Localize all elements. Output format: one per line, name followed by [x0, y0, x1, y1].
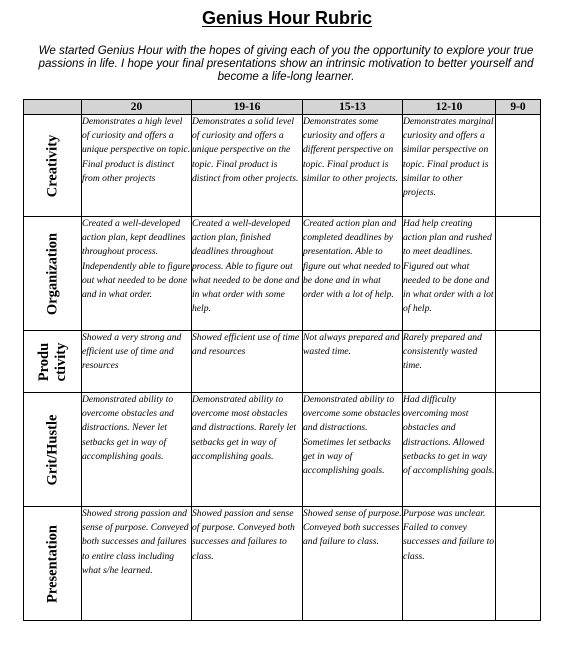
header-score-12-10: 12-10 [403, 100, 496, 115]
creativity-12-10: Demonstrates marginal curiosity and offers a similar perspective on topic. Final product is similar to other projects. [403, 115, 496, 217]
header-score-19-16: 19-16 [192, 100, 303, 115]
productivity-19-16: Showed efficient use of time and resources [192, 331, 303, 393]
category-productivity: Produ ctivity [35, 342, 69, 381]
header-score-20: 20 [82, 100, 192, 115]
presentation-9-0 [496, 507, 541, 621]
category-grit-hustle: Grit/Hustle [44, 414, 60, 485]
productivity-9-0 [496, 331, 541, 393]
category-cell [24, 331, 82, 393]
header-score-15-13: 15-13 [303, 100, 403, 115]
row-grit-hustle [24, 393, 541, 507]
presentation-12-10: Purpose was unclear. Failed to convey successes and failure to class. [403, 507, 496, 621]
presentation-19-16: Showed passion and sense of purpose. Conveyed both successes and failures to class. [192, 507, 303, 621]
category-cell [24, 393, 82, 507]
page-title [0, 7, 574, 29]
grit-20: Demonstrated ability to overcome obstacles and distractions. Never let setbacks get in way of accomplishing goals. [82, 393, 192, 507]
category-cell [24, 217, 82, 331]
grit-19-16: Demonstrated ability to overcome most obstacles and distractions. Rarely let setbacks get in way of accomplishing goals. [192, 393, 303, 507]
grit-9-0 [496, 393, 541, 507]
rubric-table [23, 99, 541, 621]
productivity-15-13: Not always prepared and wasted time. [303, 331, 403, 393]
productivity-12-10: Rarely prepared and consistently wasted time. [403, 331, 496, 393]
organization-20: Created a well-developed action plan, kept deadlines throughout process. Independently able to figure out what needed to be done and in what order. [82, 217, 192, 331]
grit-15-13: Demonstrated ability to overcome some obstacles and distractions. Sometimes let setbacks get in way of accomplishing goals. [303, 393, 403, 507]
category-cell [24, 507, 82, 621]
category-creativity: Creativity [44, 134, 60, 197]
creativity-15-13: Demonstrates some curiosity and offers a different perspective on topic. Final product is similar to other projects. [303, 115, 403, 217]
category-organization: Organization [44, 232, 60, 315]
organization-9-0 [496, 217, 541, 331]
row-organization [24, 217, 541, 331]
productivity-20: Showed a very strong and efficient use of time and resources [82, 331, 192, 393]
header-score-9-0: 9-0 [496, 100, 541, 115]
category-presentation: Presentation [44, 524, 60, 603]
presentation-20: Showed strong passion and sense of purpose. Conveyed both successes and failures to entire class including what s/he learned. [82, 507, 192, 621]
intro-paragraph: We started Genius Hour with the hopes of giving each of you the opportunity to explore your true passions in life. I hope your final presentations show an intrinsic motivation to better yourself and become a life-long learner. [38, 44, 534, 83]
page-title-text: Genius Hour Rubric [201, 8, 372, 28]
category-cell [24, 115, 82, 217]
organization-19-16: Created a well-developed action plan, finished deadlines throughout process. Able to figure out what needed to be done and in what order with some help. [192, 217, 303, 331]
organization-15-13: Created action plan and completed deadlines by presentation. Able to figure out what needed to be done and in what order with a lot of help. [303, 217, 403, 331]
organization-12-10: Had help creating action plan and rushed to meet deadlines. Figured out what needed to be done and in what order with a lot of help. [403, 217, 496, 331]
creativity-19-16: Demonstrates a solid level of curiosity and offers a unique perspective on the topic. Final product is distinct from other projects. [192, 115, 303, 217]
grit-12-10: Had difficulty overcoming most obstacles and distractions. Allowed setbacks to get in way of accomplishing goals. [403, 393, 496, 507]
creativity-9-0 [496, 115, 541, 217]
row-presentation [24, 507, 541, 621]
header-corner [24, 100, 82, 115]
header-row [24, 100, 541, 115]
presentation-15-13: Showed sense of purpose. Conveyed both successes and failure to class. [303, 507, 403, 621]
row-productivity [24, 331, 541, 393]
row-creativity [24, 115, 541, 217]
creativity-20: Demonstrates a high level of curiosity and offers a unique perspective on topic. Final product is distinct from other projects [82, 115, 192, 217]
